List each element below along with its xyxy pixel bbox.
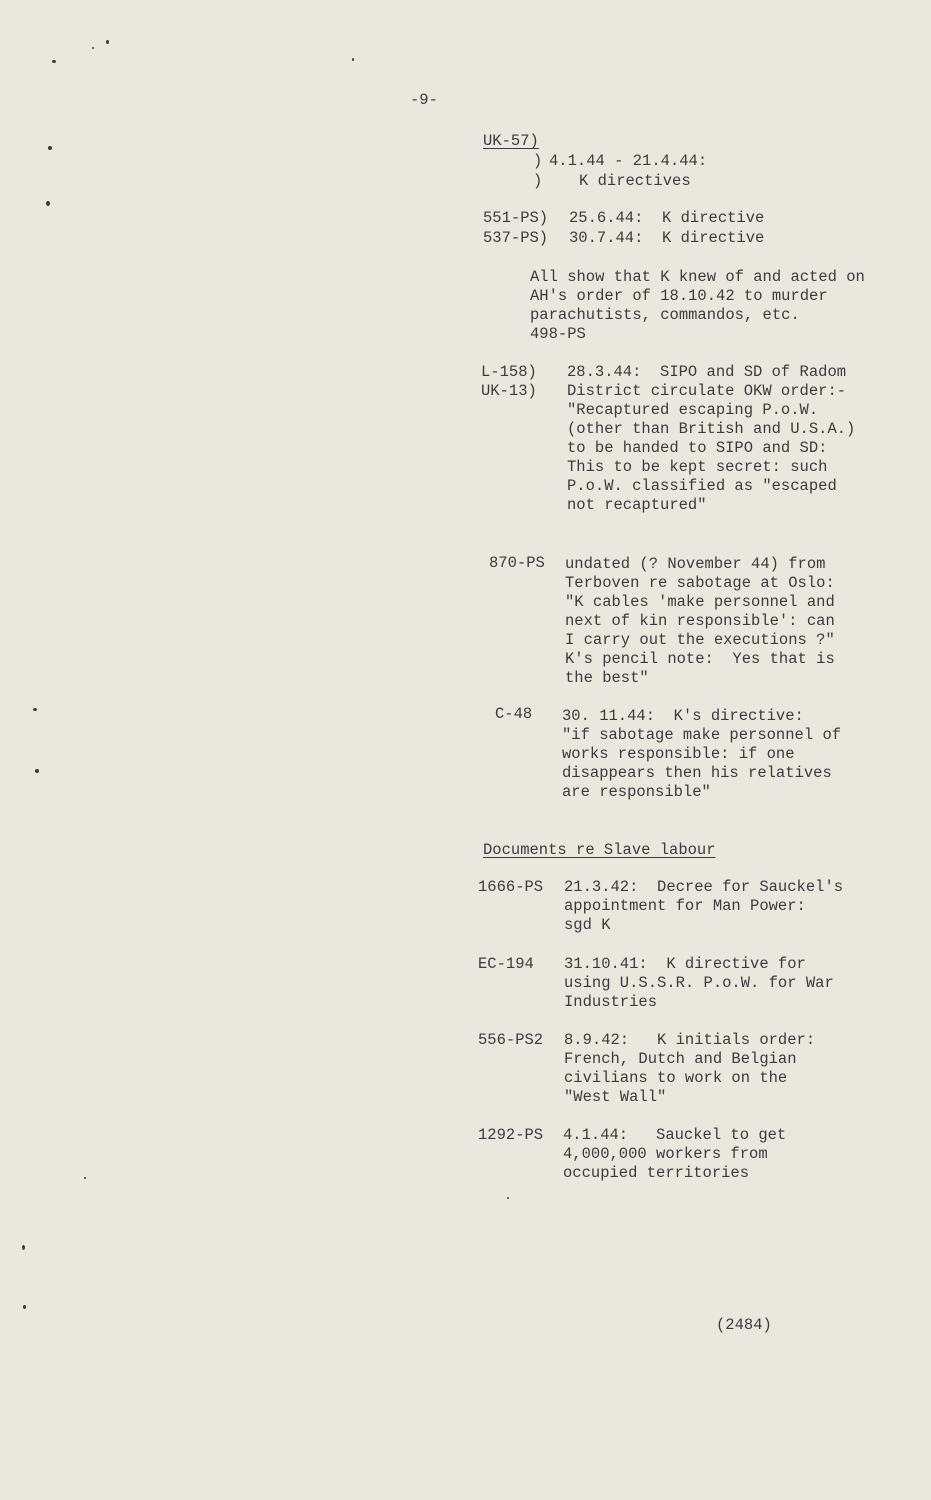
entry-line: undated (? November 44) from <box>565 555 826 573</box>
entry-line: 4,000,000 workers from <box>563 1145 768 1163</box>
entry-line: civilians to work on the <box>564 1069 788 1087</box>
entry-line: 28.3.44: SIPO and SD of Radom <box>567 363 847 381</box>
scan-speck <box>106 40 109 44</box>
entry-line: District circulate OKW order:- <box>567 382 847 400</box>
entry-line: 8.9.42: K initials order: <box>564 1031 816 1049</box>
entry-line: K's pencil note: Yes that is <box>565 650 835 668</box>
doc-ref-556ps2: 556-PS2 <box>478 1031 544 1049</box>
scan-speck <box>46 201 50 206</box>
doc-ref-1666ps: 1666-PS <box>478 878 544 896</box>
note-line: AH's order of 18.10.42 to murder <box>530 287 828 305</box>
scan-speck <box>507 1197 509 1199</box>
bracket: ) <box>533 172 543 190</box>
doc-ref-uk57: UK-57) <box>483 132 539 150</box>
entry-text-c48 <box>562 707 841 802</box>
entry-line: 4.1.44: Sauckel to get <box>563 1126 787 1144</box>
footer-number: (2484) <box>716 1316 772 1334</box>
entry-line: to be handed to SIPO and SD: <box>567 439 828 457</box>
doc-ref-551ps: 551-PS) <box>483 209 549 227</box>
entry-line: Industries <box>564 993 658 1011</box>
note-line: All show that K knew of and acted on <box>530 268 865 286</box>
scan-speck <box>48 146 52 150</box>
entry-line: "K cables 'make personnel and <box>565 593 835 611</box>
scan-speck <box>92 47 94 49</box>
entry-text-1292ps <box>563 1126 786 1183</box>
entry-line: 31.10.41: K directive for <box>564 955 806 973</box>
entry-line: 30.7.44: K directive <box>569 229 765 247</box>
doc-ref-1292ps: 1292-PS <box>478 1126 544 1144</box>
entry-line: "Recaptured escaping P.o.W. <box>567 401 819 419</box>
entry-line: P.o.W. classified as "escaped <box>567 477 837 495</box>
entry-line: Terboven re sabotage at Oslo: <box>565 574 835 592</box>
scan-speck <box>23 1305 26 1309</box>
slave-labour-heading: Documents re Slave labour <box>483 841 716 859</box>
note-line: parachutists, commandos, etc. <box>530 306 800 324</box>
scan-speck <box>33 708 37 711</box>
entry-line: "West Wall" <box>564 1088 667 1106</box>
note-paragraph <box>530 268 865 344</box>
doc-ref-ec194: EC-194 <box>478 955 534 973</box>
page-number: -9- <box>410 91 438 109</box>
doc-ref-l158: L-158) <box>481 363 537 381</box>
scan-speck <box>35 769 39 773</box>
scan-speck <box>352 58 354 61</box>
entry-text-1666ps <box>564 878 843 935</box>
entry-line: 30. 11.44: K's directive: <box>562 707 804 725</box>
entry-line: using U.S.S.R. P.o.W. for War <box>564 974 834 992</box>
entry-line: the best" <box>565 669 649 687</box>
entry-line: are responsible" <box>562 783 711 801</box>
entry-line: not recaptured" <box>567 496 707 514</box>
entry-line: works responsible: if one <box>562 745 795 763</box>
scan-speck <box>52 60 56 63</box>
entry-line: next of kin responsible': can <box>565 612 835 630</box>
entry-line: This to be kept secret: such <box>567 458 828 476</box>
entry-line: French, Dutch and Belgian <box>564 1050 797 1068</box>
entry-line: (other than British and U.S.A.) <box>567 420 856 438</box>
entry-line: K directives <box>579 172 691 190</box>
doc-ref-c48: C-48 <box>495 705 533 723</box>
entry-text-l158 <box>567 363 855 515</box>
entry-line: I carry out the executions ?" <box>565 631 835 649</box>
entry-text-ec194 <box>564 955 834 1012</box>
note-line: 498-PS <box>530 325 586 343</box>
bracket: ) <box>533 152 543 170</box>
scan-speck <box>84 1177 86 1179</box>
doc-ref-537ps: 537-PS) <box>483 229 549 247</box>
entry-line: occupied territories <box>563 1164 750 1182</box>
entry-line: "if sabotage make personnel of <box>562 726 842 744</box>
entry-text-556ps2 <box>564 1031 815 1107</box>
doc-ref-uk13: UK-13) <box>481 382 537 400</box>
scan-speck <box>22 1245 25 1250</box>
entry-text-870ps <box>565 555 835 688</box>
entry-line: 21.3.42: Decree for Sauckel's <box>564 878 844 896</box>
entry-line: disappears then his relatives <box>562 764 832 782</box>
doc-ref-870ps: 870-PS <box>489 554 545 572</box>
entry-line: sgd K <box>564 916 611 934</box>
entry-line: appointment for Man Power: <box>564 897 806 915</box>
entry-line: 25.6.44: K directive <box>569 209 765 227</box>
entry-line: 4.1.44 - 21.4.44: <box>549 152 708 170</box>
